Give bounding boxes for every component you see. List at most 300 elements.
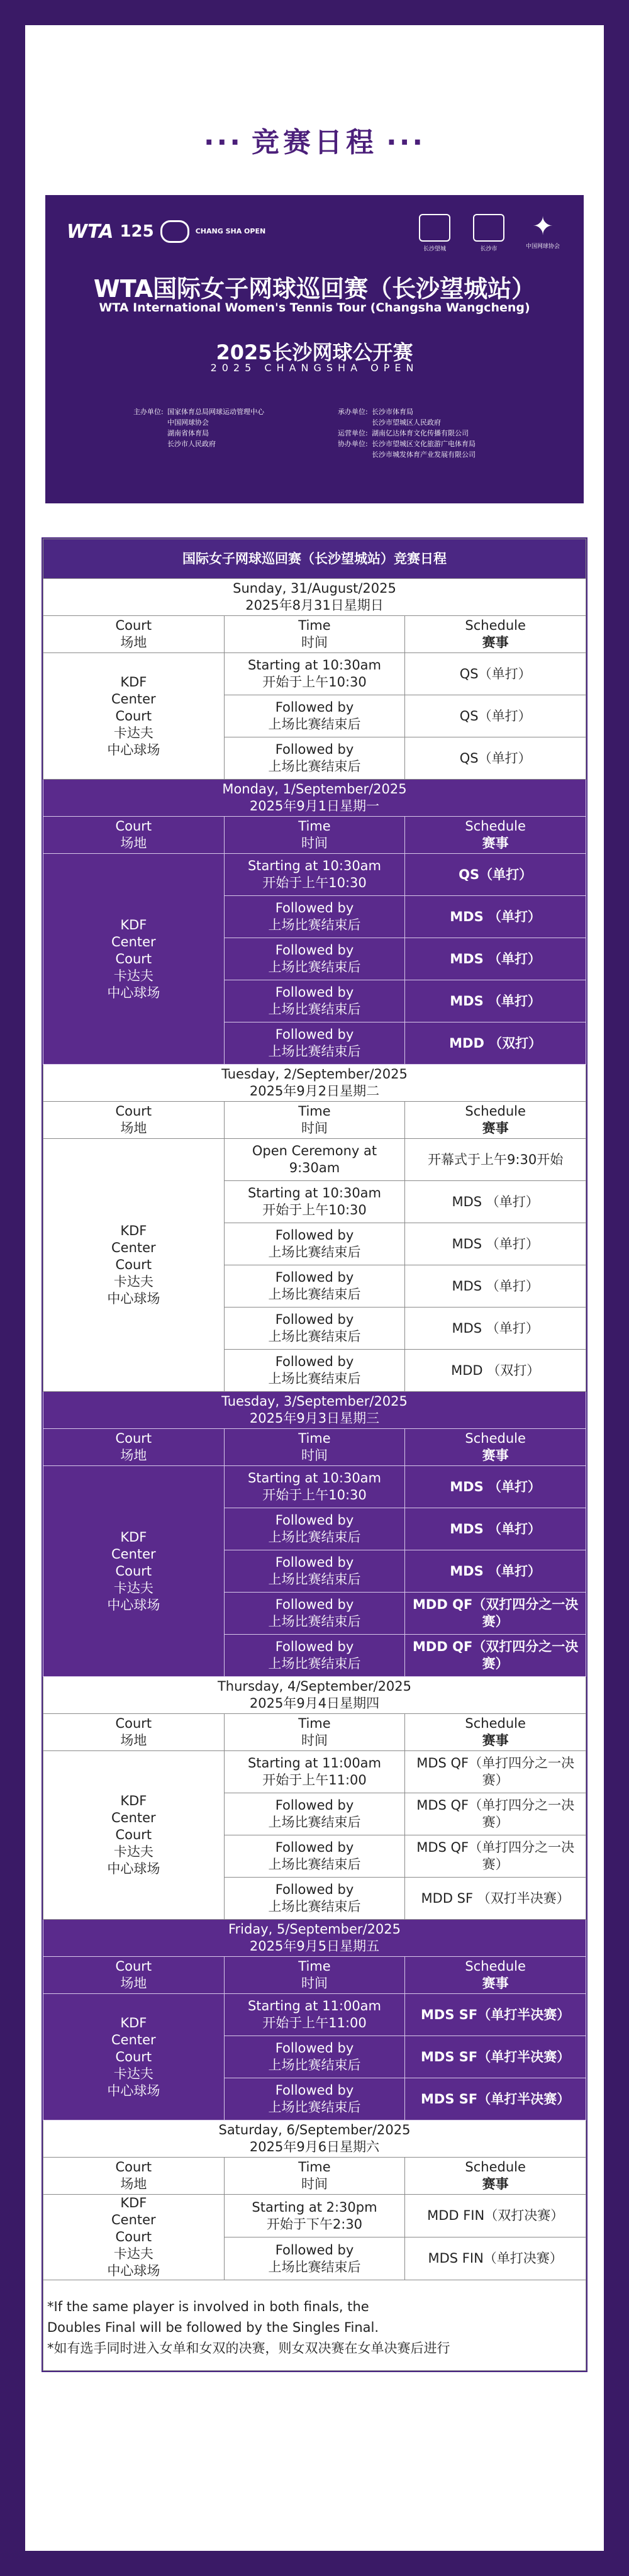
time-header bbox=[224, 1102, 405, 1139]
day-row bbox=[43, 2120, 586, 2158]
event-cell: MDS （单打） bbox=[405, 1466, 586, 1508]
line-en: Followed by bbox=[275, 1840, 354, 1855]
court-header bbox=[43, 2158, 225, 2195]
line-en: Schedule bbox=[465, 618, 526, 633]
line-en: Followed by bbox=[275, 1555, 354, 1570]
court-cell bbox=[43, 854, 225, 1065]
court-name-line: 卡达夫 bbox=[113, 725, 153, 741]
court-name-line: 中心球场 bbox=[107, 2083, 160, 2098]
organizer-row bbox=[133, 406, 264, 417]
line-cn: 2025年9月1日星期一 bbox=[249, 798, 380, 814]
event-cell: MDS （单打） bbox=[405, 896, 586, 938]
line-cn: 赛事 bbox=[482, 1976, 509, 1991]
line-en: Followed by bbox=[275, 943, 354, 958]
line-en: Starting at 11:00am bbox=[247, 1998, 382, 2013]
schedule-header bbox=[405, 616, 586, 653]
time-cell bbox=[224, 2078, 405, 2120]
schedule-header bbox=[405, 1957, 586, 1994]
organizers-left bbox=[133, 406, 264, 449]
schedule-notes bbox=[43, 2280, 586, 2371]
line-cn: 2025年8月31日星期日 bbox=[245, 598, 384, 613]
match-row bbox=[43, 1751, 586, 1793]
line-cn: 赛事 bbox=[482, 2176, 509, 2192]
line-cn: 2025年9月3日星期三 bbox=[249, 1411, 380, 1426]
schedule-header bbox=[405, 817, 586, 854]
line-en: Court bbox=[115, 819, 152, 834]
court-name-line: Center bbox=[111, 1546, 156, 1562]
time-cell bbox=[224, 1508, 405, 1550]
court-header bbox=[43, 616, 225, 653]
time-header bbox=[224, 1429, 405, 1466]
event-cell: MDS SF（单打半决赛） bbox=[405, 2036, 586, 2078]
line-cn: 开始于下午2:30 bbox=[266, 2216, 363, 2232]
time-header bbox=[224, 1957, 405, 1994]
line-en: Time bbox=[298, 819, 331, 834]
line-en: Followed by bbox=[275, 1597, 354, 1612]
day-label bbox=[43, 1392, 586, 1429]
court-cell bbox=[43, 1994, 225, 2120]
organizer-row bbox=[338, 417, 476, 428]
organizer-role bbox=[338, 417, 372, 428]
line-en: Followed by bbox=[275, 1312, 354, 1327]
line-en: Followed by bbox=[275, 1027, 354, 1042]
court-name-line: KDF bbox=[120, 1529, 147, 1545]
line-cn: 开始于上午11:00 bbox=[262, 1772, 367, 1788]
court-name-line: Court bbox=[115, 708, 152, 724]
line-cn: 上场比赛结束后 bbox=[268, 1899, 361, 1914]
line-en: Schedule bbox=[465, 2159, 526, 2175]
court-name-line: KDF bbox=[120, 2195, 147, 2210]
organizer-name: 长沙市望城区人民政府 bbox=[372, 418, 441, 427]
line-cn: 赛事 bbox=[482, 1733, 509, 1748]
line-cn: 开始于上午10:30 bbox=[262, 1487, 367, 1503]
line-cn: 2025年9月6日星期六 bbox=[249, 2139, 380, 2154]
time-cell bbox=[224, 653, 405, 695]
wta-125: 125 bbox=[120, 222, 154, 241]
line-cn: 上场比赛结束后 bbox=[268, 1656, 361, 1671]
event-cell: QS（单打） bbox=[405, 653, 586, 695]
court-name-line: 卡达夫 bbox=[113, 1580, 153, 1596]
organizer-row bbox=[338, 428, 476, 439]
court-name-line: Center bbox=[111, 2212, 156, 2227]
court-name-line: 中心球场 bbox=[107, 1291, 160, 1306]
court-name-line: 中心球场 bbox=[107, 742, 160, 758]
line-cn: 开始于上午10:30 bbox=[262, 875, 367, 890]
line-en: Followed by bbox=[275, 1270, 354, 1285]
line-en: Followed by bbox=[275, 2083, 354, 2098]
time-cell bbox=[224, 1635, 405, 1677]
line-en: Starting at 10:30am bbox=[247, 658, 382, 673]
organizer-row bbox=[338, 449, 476, 460]
line-en: Open Ceremony at 9:30am bbox=[252, 1143, 377, 1175]
court-header bbox=[43, 1102, 225, 1139]
court-header bbox=[43, 817, 225, 854]
wta-wordmark: WTA bbox=[67, 220, 114, 243]
organizer-row bbox=[133, 439, 264, 449]
line-cn: 赛事 bbox=[482, 836, 509, 851]
event-cell: MDD SF （双打半决赛） bbox=[405, 1878, 586, 1920]
line-en: Court bbox=[115, 1104, 152, 1119]
header-row bbox=[43, 1957, 586, 1994]
star-icon: ✦ bbox=[532, 212, 554, 241]
day-label bbox=[43, 1065, 586, 1102]
court-name-line: 卡达夫 bbox=[113, 1274, 153, 1289]
event-cell: MDS SF（单打半决赛） bbox=[405, 2078, 586, 2120]
line-cn: 上场比赛结束后 bbox=[268, 759, 361, 774]
organizer-name: 中国网球协会 bbox=[167, 418, 209, 427]
organizer-name: 长沙市望城区文化旅游广电体育局 bbox=[372, 440, 476, 448]
header-row bbox=[43, 2158, 586, 2195]
organizer-row bbox=[133, 428, 264, 439]
line-en: Court bbox=[115, 1431, 152, 1446]
sponsor-logo: 长沙市 bbox=[467, 214, 511, 252]
line-en: Court bbox=[115, 1716, 152, 1731]
line-cn: 赛事 bbox=[482, 635, 509, 650]
line-cn: 时间 bbox=[301, 1733, 328, 1748]
line-cn: 时间 bbox=[301, 1976, 328, 1991]
time-cell bbox=[224, 2036, 405, 2078]
court-name-line: KDF bbox=[120, 2015, 147, 2030]
page-heading bbox=[25, 120, 604, 160]
court-name-line: Court bbox=[115, 1827, 152, 1842]
event-cell: MDS SF（单打半决赛） bbox=[405, 1994, 586, 2036]
organizer-role bbox=[133, 417, 167, 428]
line-en: Followed by bbox=[275, 2041, 354, 2056]
match-row bbox=[43, 1139, 586, 1181]
line-en: Starting at 10:30am bbox=[247, 858, 382, 873]
line-cn: 上场比赛结束后 bbox=[268, 1371, 361, 1386]
organizer-role bbox=[338, 449, 372, 460]
line-en: Starting at 11:00am bbox=[247, 1756, 382, 1771]
event-cell: QS（单打） bbox=[405, 737, 586, 780]
event-cell: MDS （单打） bbox=[405, 1508, 586, 1550]
sponsor-logos bbox=[413, 214, 565, 252]
time-cell bbox=[224, 1550, 405, 1593]
line-cn: 上场比赛结束后 bbox=[268, 1044, 361, 1059]
line-cn: 场地 bbox=[120, 1976, 147, 1991]
court-name-line: 卡达夫 bbox=[113, 2066, 153, 2081]
time-cell bbox=[224, 695, 405, 737]
match-row bbox=[43, 1466, 586, 1508]
event-cell: MDD QF（双打四分之一决赛） bbox=[405, 1635, 586, 1677]
time-header bbox=[224, 817, 405, 854]
line-cn: 2025年9月5日星期五 bbox=[249, 1939, 380, 1954]
header-row bbox=[43, 1429, 586, 1466]
court-name-line: Center bbox=[111, 1240, 156, 1255]
court-name-line: 中心球场 bbox=[107, 985, 160, 1000]
heading-dots-left: ··· bbox=[203, 126, 243, 159]
court-name-line: 中心球场 bbox=[107, 2263, 160, 2278]
event-cell: MDS （单打） bbox=[405, 1308, 586, 1350]
line-en: Followed by bbox=[275, 700, 354, 715]
header-row bbox=[43, 616, 586, 653]
header-row bbox=[43, 1714, 586, 1751]
line-en: Tuesday, 2/September/2025 bbox=[221, 1067, 408, 1082]
court-header bbox=[43, 1429, 225, 1466]
organizer-name: 长沙市体育局 bbox=[372, 408, 413, 416]
event-cell: MDS （单打） bbox=[405, 1223, 586, 1265]
line-en: Saturday, 6/September/2025 bbox=[218, 2122, 411, 2137]
organizer-role bbox=[133, 439, 167, 449]
court-name-line: Center bbox=[111, 934, 156, 949]
organizer-row bbox=[338, 439, 476, 449]
schedule-header bbox=[405, 1102, 586, 1139]
line-en: Monday, 1/September/2025 bbox=[222, 781, 407, 797]
line-cn: 上场比赛结束后 bbox=[268, 717, 361, 732]
line-cn: 上场比赛结束后 bbox=[268, 1572, 361, 1587]
line-cn: 2025年9月4日星期四 bbox=[249, 1696, 380, 1711]
day-row bbox=[43, 1920, 586, 1957]
time-cell bbox=[224, 1139, 405, 1181]
time-cell bbox=[224, 1022, 405, 1065]
event-cell: MDS QF（单打四分之一决赛） bbox=[405, 1835, 586, 1878]
note-line: *如有选手同时进入女单和女双的决赛，则女双决赛在女单决赛后进行 bbox=[47, 2341, 450, 2356]
changsha-open-icon bbox=[160, 220, 189, 243]
day-label bbox=[43, 1677, 586, 1714]
time-header bbox=[224, 616, 405, 653]
organizer-row bbox=[133, 417, 264, 428]
court-name-line: KDF bbox=[120, 674, 147, 690]
organizer-role: 承办单位: bbox=[338, 408, 368, 416]
time-cell bbox=[224, 980, 405, 1022]
court-name-line: Court bbox=[115, 2229, 152, 2244]
line-cn: 场地 bbox=[120, 836, 147, 851]
line-en: Schedule bbox=[465, 1431, 526, 1446]
line-en: Followed by bbox=[275, 985, 354, 1000]
court-name-line: Center bbox=[111, 2032, 156, 2047]
line-en: Followed by bbox=[275, 1354, 354, 1369]
organizer-name: 长沙市人民政府 bbox=[167, 440, 216, 448]
court-name-line: Court bbox=[115, 1563, 152, 1579]
line-cn: 场地 bbox=[120, 1733, 147, 1748]
line-cn: 上场比赛结束后 bbox=[268, 1614, 361, 1629]
court-name-line: Court bbox=[115, 1257, 152, 1272]
changsha-open-label: CHANG SHA OPEN bbox=[195, 227, 266, 235]
court-name-line: 中心球场 bbox=[107, 1861, 160, 1876]
line-cn: 赛事 bbox=[482, 1121, 509, 1136]
line-en: Thursday, 4/September/2025 bbox=[217, 1679, 412, 1694]
event-cell: MDS QF（单打四分之一决赛） bbox=[405, 1793, 586, 1835]
time-cell bbox=[224, 2237, 405, 2280]
banner-title-en: WTA International Women's Tennis Tour (Changsha Wangcheng) bbox=[99, 301, 530, 315]
time-cell bbox=[224, 1751, 405, 1793]
court-name-line: Center bbox=[111, 1810, 156, 1825]
time-cell bbox=[224, 1835, 405, 1878]
line-cn: 开始于上午11:00 bbox=[262, 2015, 367, 2030]
match-row bbox=[43, 653, 586, 695]
header-row bbox=[43, 817, 586, 854]
line-en: Starting at 2:30pm bbox=[252, 2199, 377, 2215]
line-cn: 上场比赛结束后 bbox=[268, 1857, 361, 1872]
organizer-name: 湖南省体育局 bbox=[167, 429, 209, 437]
time-cell bbox=[224, 1466, 405, 1508]
event-cell: MDD （双打） bbox=[405, 1350, 586, 1392]
time-cell bbox=[224, 938, 405, 980]
event-cell: QS（单打） bbox=[405, 695, 586, 737]
line-cn: 上场比赛结束后 bbox=[268, 1287, 361, 1302]
court-cell bbox=[43, 1139, 225, 1392]
line-cn: 场地 bbox=[120, 1448, 147, 1463]
organizer-role: 协办单位: bbox=[338, 440, 368, 448]
time-cell bbox=[224, 1181, 405, 1223]
banner-title-cn: WTA国际女子网球巡回赛（长沙望城站） bbox=[93, 275, 536, 303]
court-header bbox=[43, 1957, 225, 1994]
day-row bbox=[43, 1065, 586, 1102]
line-en: Time bbox=[298, 1959, 331, 1974]
event-cell: 开幕式于上午9:30开始 bbox=[405, 1139, 586, 1181]
time-cell bbox=[224, 2195, 405, 2237]
day-label bbox=[43, 1920, 586, 1957]
time-cell bbox=[224, 1878, 405, 1920]
event-cell: MDS （单打） bbox=[405, 1181, 586, 1223]
line-en: Schedule bbox=[465, 1959, 526, 1974]
event-cell: MDS （单打） bbox=[405, 938, 586, 980]
line-en: Followed by bbox=[275, 742, 354, 757]
organizer-name: 湖南亿达体育文化传播有限公司 bbox=[372, 429, 469, 437]
time-cell bbox=[224, 1265, 405, 1308]
court-cell bbox=[43, 653, 225, 780]
note-line: *If the same player is involved in both finals, the bbox=[47, 2299, 369, 2314]
court-name-line: 卡达夫 bbox=[113, 1844, 153, 1859]
time-cell bbox=[224, 1994, 405, 2036]
line-en: Court bbox=[115, 618, 152, 633]
header-row bbox=[43, 1102, 586, 1139]
line-cn: 上场比赛结束后 bbox=[268, 1245, 361, 1260]
organizer-role bbox=[133, 428, 167, 439]
line-cn: 上场比赛结束后 bbox=[268, 2058, 361, 2073]
court-name-line: KDF bbox=[120, 1793, 147, 1808]
court-cell bbox=[43, 1466, 225, 1677]
day-row bbox=[43, 1677, 586, 1714]
day-row bbox=[43, 1392, 586, 1429]
court-name-line: KDF bbox=[120, 917, 147, 932]
schedule-header bbox=[405, 2158, 586, 2195]
organizer-role: 主办单位: bbox=[133, 408, 164, 416]
sponsor-logo: 长沙望城 bbox=[413, 214, 457, 252]
line-en: Time bbox=[298, 618, 331, 633]
line-cn: 场地 bbox=[120, 2176, 147, 2192]
line-en: Followed by bbox=[275, 1882, 354, 1897]
organizers-right bbox=[338, 406, 476, 460]
line-en: Starting at 10:30am bbox=[247, 1185, 382, 1201]
day-label bbox=[43, 2120, 586, 2158]
line-en: Starting at 10:30am bbox=[247, 1470, 382, 1486]
court-name-line: 卡达夫 bbox=[113, 2246, 153, 2261]
court-name-line: Center bbox=[111, 691, 156, 707]
event-banner bbox=[45, 195, 584, 503]
line-cn: 2025年9月2日星期二 bbox=[249, 1084, 380, 1099]
event-cell: MDS （单打） bbox=[405, 980, 586, 1022]
event-cell: MDS （单打） bbox=[405, 1265, 586, 1308]
time-cell bbox=[224, 1308, 405, 1350]
match-row bbox=[43, 2195, 586, 2237]
match-row bbox=[43, 854, 586, 896]
line-cn: 上场比赛结束后 bbox=[268, 1815, 361, 1830]
heading-text: 竞赛日程 bbox=[252, 126, 377, 159]
banner-year-cn: 2025长沙网球公开赛 bbox=[216, 340, 413, 364]
line-cn: 上场比赛结束后 bbox=[268, 2100, 361, 2115]
time-cell bbox=[224, 896, 405, 938]
event-cell: MDS FIN（单打决赛） bbox=[405, 2237, 586, 2280]
time-cell bbox=[224, 1223, 405, 1265]
line-cn: 场地 bbox=[120, 1121, 147, 1136]
line-cn: 赛事 bbox=[482, 1448, 509, 1463]
time-cell bbox=[224, 737, 405, 780]
line-en: Time bbox=[298, 1431, 331, 1446]
court-name-line: Court bbox=[115, 951, 152, 966]
line-cn: 时间 bbox=[301, 1448, 328, 1463]
event-cell: MDS （单打） bbox=[405, 1550, 586, 1593]
line-en: Time bbox=[298, 2159, 331, 2175]
line-en: Schedule bbox=[465, 1104, 526, 1119]
sponsor-2-icon bbox=[473, 214, 504, 242]
schedule-header bbox=[405, 1714, 586, 1751]
line-cn: 开始于上午10:30 bbox=[262, 675, 367, 690]
organizer-row bbox=[338, 406, 476, 417]
line-cn: 开始于上午10:30 bbox=[262, 1202, 367, 1218]
sponsor-1-icon bbox=[419, 214, 450, 242]
organizer-role: 运营单位: bbox=[338, 429, 368, 437]
line-cn: 时间 bbox=[301, 2176, 328, 2192]
line-en: Followed by bbox=[275, 2242, 354, 2258]
court-name-line: 中心球场 bbox=[107, 1597, 160, 1613]
line-cn: 时间 bbox=[301, 635, 328, 650]
line-cn: 上场比赛结束后 bbox=[268, 1329, 361, 1344]
line-en: Schedule bbox=[465, 819, 526, 834]
event-cell: MDD QF（双打四分之一决赛） bbox=[405, 1593, 586, 1635]
event-cell: MDS QF（单打四分之一决赛） bbox=[405, 1751, 586, 1793]
organizer-name: 国家体育总局网球运动管理中心 bbox=[167, 408, 264, 416]
banner-year-en: 2025 CHANGSHA OPEN bbox=[210, 362, 419, 374]
line-en: Court bbox=[115, 2159, 152, 2175]
line-en: Sunday, 31/August/2025 bbox=[233, 581, 396, 596]
court-cell bbox=[43, 2195, 225, 2280]
line-cn: 上场比赛结束后 bbox=[268, 960, 361, 975]
schedule-table bbox=[42, 537, 587, 2372]
court-header bbox=[43, 1714, 225, 1751]
schedule-title: 国际女子网球巡回赛（长沙望城站）竞赛日程 bbox=[43, 539, 586, 579]
time-cell bbox=[224, 1793, 405, 1835]
poster-page bbox=[25, 25, 604, 2551]
line-en: Time bbox=[298, 1104, 331, 1119]
line-cn: 时间 bbox=[301, 1121, 328, 1136]
line-en: Time bbox=[298, 1716, 331, 1731]
court-name-line: KDF bbox=[120, 1223, 147, 1238]
day-row bbox=[43, 780, 586, 817]
time-cell bbox=[224, 854, 405, 896]
event-cell: MDD FIN（双打决赛） bbox=[405, 2195, 586, 2237]
day-row bbox=[43, 579, 586, 616]
line-en: Followed by bbox=[275, 1639, 354, 1654]
line-cn: 上场比赛结束后 bbox=[268, 2259, 361, 2275]
note-line: Doubles Final will be followed by the Singles Final. bbox=[47, 2320, 379, 2335]
line-cn: 上场比赛结束后 bbox=[268, 1002, 361, 1017]
day-label bbox=[43, 780, 586, 817]
time-header bbox=[224, 1714, 405, 1751]
line-en: Followed by bbox=[275, 1228, 354, 1243]
court-cell bbox=[43, 1751, 225, 1920]
time-cell bbox=[224, 1593, 405, 1635]
line-en: Friday, 5/September/2025 bbox=[228, 1922, 401, 1937]
time-header bbox=[224, 2158, 405, 2195]
line-cn: 上场比赛结束后 bbox=[268, 917, 361, 932]
day-label bbox=[43, 579, 586, 616]
wta-logo bbox=[67, 220, 265, 243]
event-cell: QS（单打） bbox=[405, 854, 586, 896]
line-cn: 场地 bbox=[120, 635, 147, 650]
line-en: Followed by bbox=[275, 1513, 354, 1528]
line-en: Followed by bbox=[275, 900, 354, 916]
